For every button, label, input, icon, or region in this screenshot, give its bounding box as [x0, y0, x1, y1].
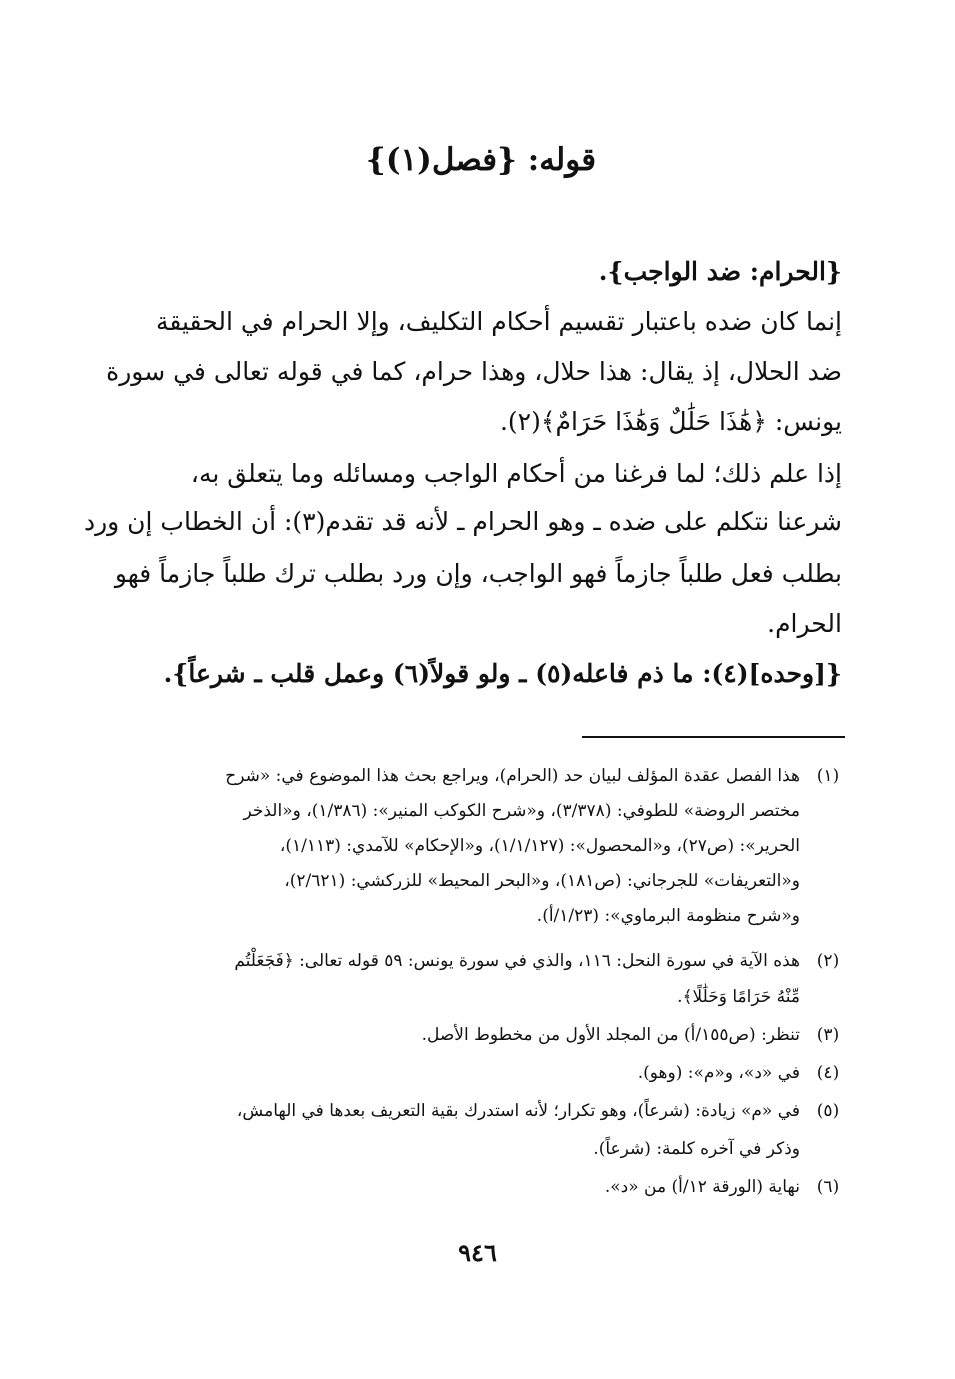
footnote-text: و«شرح منظومة البرماوي»: (١/٢٣/أ). [536, 906, 800, 926]
footnote-5-continuation [120, 1136, 848, 1164]
footnote-text: هذا الفصل عقدة المؤلف لبيان حد (الحرام)، ويراجع بحث هذا الموضوع في: «شرح [225, 766, 800, 786]
footnote-2 [120, 948, 848, 976]
footnote-text: مختصر الروضة» للطوفي: (٣/٣٧٨)، و«شرح الكوكب المنير»: (١/٣٨٦)، و«الذخر [243, 801, 800, 821]
footnote-text: هذه الآية في سورة النحل: ١١٦، والذي في سورة يونس: ٥٩ قوله تعالى: ﴿فَجَعَلْتُم [234, 951, 800, 971]
footnote-4 [120, 1060, 848, 1088]
definition-line: {[وحده](٤): ما ذم فاعله(٥) ـ ولو قولاً(٦) وعمل قلب ـ شرعاً}. [163, 659, 842, 688]
footnote-1-continuation [120, 798, 848, 826]
footnote-number: (٢) [816, 951, 840, 971]
footnote-text: تنظر: (ص١٥٥/أ) من المجلد الأول من مخطوط الأصل. [421, 1025, 800, 1045]
footnote-number: (٦) [816, 1177, 840, 1197]
footnote-separator [582, 736, 845, 738]
footnote-3 [120, 1022, 848, 1050]
footnote-text: و«التعريفات» للجرجاني: (ص١٨١)، و«البحر المحيط» للزركشي: (٢/٦٢١)، [284, 871, 800, 891]
footnote-6 [120, 1174, 848, 1202]
body-line: شرعنا نتكلم على ضده ـ وهو الحرام ـ لأنه قد تقدم(٣): أن الخطاب إن ورد [83, 507, 842, 536]
body-line: يونس: ﴿هَٰذَا حَلَٰلٌ وَهَٰذَا حَرَامٌ﴾(٢). [499, 407, 842, 436]
footnote-1-continuation [120, 903, 848, 931]
footnote-number: (٣) [816, 1025, 840, 1045]
footnote-5 [120, 1098, 848, 1126]
section-heading: قوله: {فصل(١)} [365, 142, 597, 178]
body-line: الحرام. [767, 609, 842, 638]
footnote-text: في «د»، و«م»: (وهو). [637, 1063, 800, 1083]
body-line: إذا علم ذلك؛ لما فرغنا من أحكام الواجب ومسائله وما يتعلق به، [190, 459, 842, 488]
footnote-2-continuation [120, 984, 848, 1012]
page-number: ٩٤٦ [458, 1238, 497, 1267]
footnote-1-continuation [120, 833, 848, 861]
footnote-1 [120, 763, 848, 791]
footnote-number: (١) [816, 766, 840, 786]
footnote-text: الحرير»: (ص٢٧)، و«المحصول»: (١/١/١٢٧)، و«الإحكام» للآمدي: (١/١١٣)، [279, 836, 800, 856]
definition-line: {الحرام: ضد الواجب}. [598, 257, 842, 286]
footnote-text: نهاية (الورقة ١٢/أ) من «د». [604, 1177, 800, 1197]
body-line: إنما كان ضده باعتبار تقسيم أحكام التكليف، وإلا الحرام في الحقيقة [155, 307, 842, 336]
footnote-text: في «م» زيادة: (شرعاً)، وهو تكرار؛ لأنه استدرك بقية التعريف بعدها في الهامش، [236, 1101, 800, 1121]
footnote-text: مِّنْهُ حَرَامًا وَحَلَٰلًا﴾. [677, 987, 800, 1007]
body-line: بطلب فعل طلباً جازماً فهو الواجب، وإن ورد بطلب ترك طلباً جازماً فهو [114, 559, 842, 588]
footnote-number: (٤) [816, 1063, 840, 1083]
body-line: ضد الحلال، إذ يقال: هذا حلال، وهذا حرام، كما في قوله تعالى في سورة [106, 357, 842, 386]
footnote-text: وذكر في آخره كلمة: (شرعاً). [593, 1139, 800, 1159]
footnote-number: (٥) [816, 1101, 840, 1121]
footnote-1-continuation [120, 868, 848, 896]
